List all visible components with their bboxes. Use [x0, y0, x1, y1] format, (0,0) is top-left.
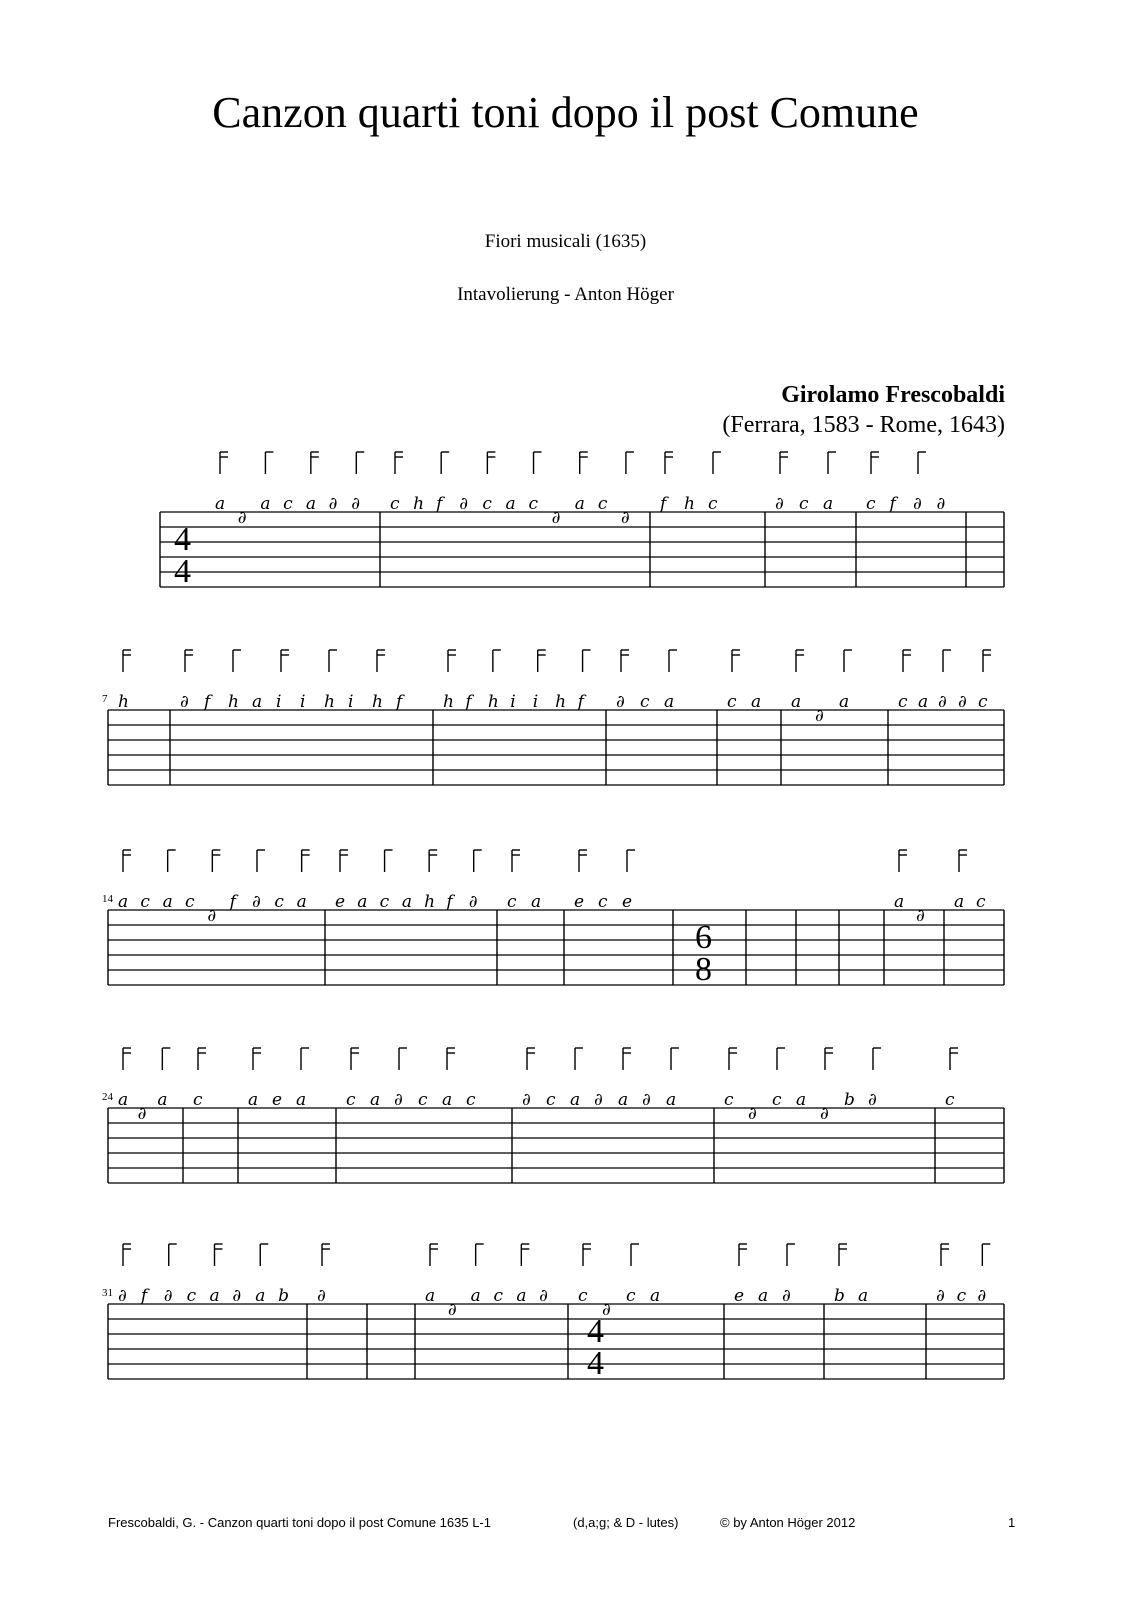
- tab-letter: e: [734, 1286, 745, 1306]
- tab-letter: c: [976, 892, 986, 912]
- tab-letter: ∂: [616, 692, 625, 712]
- tab-letter: h: [372, 692, 383, 712]
- time-signature-numerator: 4: [587, 1313, 604, 1350]
- tab-letter: a: [401, 892, 412, 912]
- tab-letter: a: [248, 1090, 259, 1110]
- tab-letter: ∂: [620, 508, 630, 528]
- tab-letter: e: [272, 1090, 283, 1110]
- tab-letter: ∂: [522, 1090, 531, 1110]
- tab-letter: a: [823, 494, 834, 514]
- page-title: Canzon quarti toni dopo il post Comune: [212, 88, 919, 137]
- tab-letter: c: [956, 1286, 967, 1306]
- tab-letter: ∂: [782, 1286, 791, 1306]
- tab-letter: i: [532, 692, 539, 712]
- source-subtitle: Fiori musicali (1635): [484, 231, 647, 252]
- tab-letter: f: [446, 892, 453, 912]
- tab-letter: i: [300, 692, 306, 712]
- tab-letter: ∂: [958, 692, 967, 712]
- tab-letter: ∂: [252, 892, 261, 912]
- tab-letter: a: [296, 1090, 307, 1110]
- tab-letter: c: [640, 692, 650, 712]
- tab-letter: ∂: [468, 892, 478, 912]
- tab-letter: h: [487, 692, 499, 712]
- tab-letter: ∂: [351, 494, 361, 514]
- tab-letter: h: [443, 692, 454, 712]
- tab-letter: c: [283, 494, 293, 514]
- tab-letter: ∂: [317, 1286, 326, 1306]
- tab-letter: c: [466, 1090, 476, 1110]
- tab-letter: h: [324, 692, 335, 712]
- tab-letter: h: [228, 692, 239, 712]
- time-signature-numerator: 4: [174, 521, 191, 558]
- tab-letter: b: [834, 1286, 845, 1306]
- tab-letter: a: [370, 1090, 381, 1110]
- tab-letter: f: [436, 494, 443, 514]
- tab-letter: h: [555, 692, 567, 712]
- tab-letter: c: [597, 494, 608, 514]
- time-signature-denominator: 4: [174, 553, 191, 590]
- tab-letter: c: [140, 892, 150, 912]
- tab-letter: ∂: [551, 508, 561, 528]
- footer-tuning: (d,a;g; & D - lutes): [573, 1515, 679, 1530]
- tab-letter: a: [839, 692, 850, 712]
- tab-letter: c: [866, 494, 876, 514]
- tab-letter: c: [346, 1090, 356, 1110]
- tab-letter: c: [626, 1286, 636, 1306]
- tab-letter: ∂: [539, 1286, 548, 1306]
- tab-letter: ∂: [642, 1090, 651, 1110]
- tab-letter: ∂: [936, 1286, 945, 1306]
- tab-letter: ∂: [232, 1286, 242, 1306]
- tab-letter: c: [598, 892, 608, 912]
- tab-letter: a: [162, 892, 173, 912]
- tab-letter: ∂: [137, 1104, 147, 1124]
- tab-letter: i: [510, 692, 516, 712]
- composer-dates: (Ferrara, 1583 - Rome, 1643): [722, 412, 1005, 438]
- tab-letter: i: [348, 692, 354, 712]
- tab-letter: a: [305, 494, 316, 514]
- tab-letter: c: [193, 1090, 203, 1110]
- tab-letter: a: [425, 1286, 436, 1306]
- tab-letter: a: [252, 692, 263, 712]
- tab-letter: c: [978, 692, 988, 712]
- tab-letter: c: [274, 892, 284, 912]
- tab-letter: a: [357, 892, 368, 912]
- tab-letter: a: [209, 1286, 220, 1306]
- tab-letter: c: [898, 692, 908, 712]
- arranger-subtitle: Intavolierung - Anton Höger: [457, 284, 674, 305]
- tab-letter: f: [889, 494, 896, 514]
- bar-number: 24: [102, 1091, 113, 1103]
- footer-piece-info: Frescobaldi, G. - Canzon quarti toni dopo il post Comune 1635 L-1: [108, 1515, 491, 1530]
- tab-letter: c: [546, 1090, 556, 1110]
- tab-letter: i: [276, 692, 282, 712]
- tab-letter: a: [894, 892, 905, 912]
- tab-letter: c: [482, 494, 492, 514]
- tab-letter: c: [708, 494, 718, 514]
- footer-copyright: © by Anton Höger 2012: [720, 1515, 856, 1530]
- time-signature-denominator: 8: [695, 951, 712, 988]
- tab-letter: ∂: [977, 1286, 987, 1306]
- tab-letter: a: [666, 1090, 677, 1110]
- tab-letter: a: [570, 1090, 581, 1110]
- tab-letter: a: [618, 1090, 629, 1110]
- time-signature-denominator: 4: [587, 1345, 604, 1382]
- tab-letter: f: [204, 692, 211, 712]
- footer-page-number: 1: [1008, 1515, 1016, 1530]
- tab-letter: b: [844, 1090, 855, 1110]
- tab-letter: c: [379, 892, 390, 912]
- tab-letter: f: [229, 892, 236, 912]
- tab-letter: ∂: [916, 906, 925, 926]
- tab-letter: a: [118, 1090, 129, 1110]
- tab-letter: e: [574, 892, 585, 912]
- tab-letter: ∂: [118, 1286, 127, 1306]
- tab-letter: a: [516, 1286, 527, 1306]
- tab-letter: c: [772, 1090, 782, 1110]
- tab-letter: ∂: [748, 1104, 757, 1124]
- tab-letter: a: [574, 494, 585, 514]
- tab-letter: f: [465, 692, 472, 712]
- tab-letter: c: [727, 692, 737, 712]
- tab-letter: ∂: [936, 494, 946, 514]
- tab-letter: a: [470, 1286, 481, 1306]
- tab-letter: a: [215, 494, 226, 514]
- tab-letter: c: [578, 1286, 588, 1306]
- bar-number: 7: [102, 693, 108, 705]
- tab-letter: ∂: [938, 692, 947, 712]
- bar-number: 31: [102, 1287, 113, 1299]
- tab-letter: ∂: [328, 494, 338, 514]
- time-signature-numerator: 6: [695, 919, 712, 956]
- tab-letter: h: [118, 692, 129, 712]
- tab-letter: ∂: [447, 1300, 457, 1320]
- tab-letter: f: [577, 692, 584, 712]
- tab-letter: ∂: [163, 1286, 173, 1306]
- tab-letter: c: [418, 1090, 428, 1110]
- tab-letter: c: [724, 1090, 734, 1110]
- tab-letter: ∂: [180, 692, 189, 712]
- bar-number: 14: [102, 893, 113, 905]
- tab-letter: a: [954, 892, 965, 912]
- tab-letter: a: [505, 494, 516, 514]
- tab-letter: a: [157, 1090, 168, 1110]
- tab-letter: f: [140, 1286, 148, 1306]
- tab-letter: ∂: [207, 906, 217, 926]
- tab-letter: a: [858, 1286, 869, 1306]
- tab-letter: ∂: [237, 508, 247, 528]
- composer-name: Girolamo Frescobaldi: [781, 382, 1005, 408]
- tab-letter: ∂: [594, 1090, 603, 1110]
- tab-letter: f: [660, 494, 667, 514]
- tab-letter: f: [396, 692, 403, 712]
- tab-letter: a: [260, 494, 271, 514]
- tab-letter: a: [751, 692, 762, 712]
- tab-letter: a: [118, 892, 129, 912]
- tab-letter: ∂: [602, 1300, 611, 1320]
- tab-letter: a: [791, 692, 802, 712]
- tab-letter: c: [945, 1090, 955, 1110]
- tab-letter: a: [255, 1286, 266, 1306]
- tab-letter: h: [424, 892, 436, 912]
- tab-letter: ∂: [913, 494, 922, 514]
- tab-letter: ∂: [868, 1090, 877, 1110]
- tab-letter: a: [531, 892, 542, 912]
- tab-letter: a: [918, 692, 929, 712]
- tab-letter: c: [507, 892, 517, 912]
- tab-letter: e: [335, 892, 346, 912]
- tab-letter: ∂: [775, 494, 784, 514]
- tab-letter: a: [650, 1286, 661, 1306]
- tab-letter: ∂: [820, 1104, 829, 1124]
- tab-letter: c: [186, 1286, 197, 1306]
- tab-letter: a: [758, 1286, 769, 1306]
- tab-letter: a: [442, 1090, 453, 1110]
- tab-letter: ∂: [459, 494, 469, 514]
- tab-letter: b: [278, 1286, 290, 1306]
- tab-letter: a: [664, 692, 675, 712]
- tab-letter: ∂: [394, 1090, 403, 1110]
- tab-letter: c: [799, 494, 809, 514]
- tab-letter: h: [684, 494, 695, 514]
- tab-letter: c: [185, 892, 195, 912]
- tab-letter: a: [796, 1090, 807, 1110]
- tab-letter: ∂: [815, 706, 824, 726]
- tab-letter: h: [413, 494, 425, 514]
- tab-letter: c: [493, 1286, 504, 1306]
- tab-letter: c: [390, 494, 400, 514]
- tab-letter: c: [528, 494, 539, 514]
- tab-letter: e: [622, 892, 633, 912]
- tab-letter: a: [296, 892, 307, 912]
